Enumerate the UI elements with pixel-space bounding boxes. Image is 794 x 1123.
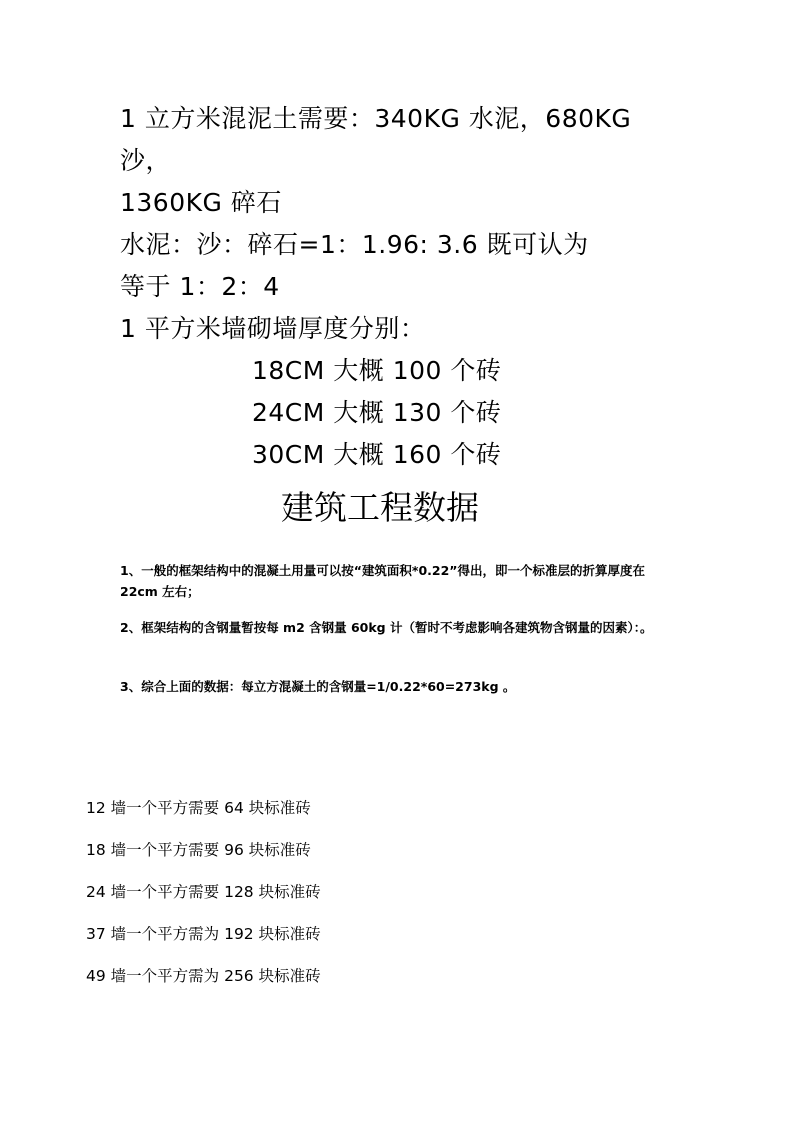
wall-thickness-item: 24CM 大概 130 个砖 (252, 398, 502, 427)
wall-thickness-item: 30CM 大概 160 个砖 (252, 440, 502, 469)
brick-count-item: 49 墙一个平方需为 256 块标准砖 (86, 967, 321, 985)
concrete-line-1: 1 立方米混泥土需要：340KG 水泥，680KG (120, 104, 632, 133)
brick-count-item: 37 墙一个平方需为 192 块标准砖 (86, 925, 321, 943)
ratio-line-2: 等于 1：2：4 (120, 272, 280, 301)
section-heading: 建筑工程数据 (281, 488, 479, 527)
brick-count-item: 18 墙一个平方需要 96 块标准砖 (86, 841, 311, 859)
wall-thickness-item: 18CM 大概 100 个砖 (252, 356, 502, 385)
note-item: 2、框架结构的含钢量暂按每 m2 含钢量 60kg 计（暂时不考虑影响各建筑物含钢量的因素）：。 (120, 620, 653, 635)
brick-count-item: 12 墙一个平方需要 64 块标准砖 (86, 799, 311, 817)
ratio-line-1: 水泥：沙：碎石=1：1.96: 3.6 既可认为 (120, 230, 589, 259)
concrete-line-3: 1360KG 碎石 (120, 188, 282, 217)
note-item: 3、综合上面的数据：每立方混凝土的含钢量=1/0.22*60=273kg 。 (120, 679, 516, 694)
concrete-line-2: 沙， (120, 146, 172, 175)
note-item: 1、一般的框架结构中的混凝土用量可以按“建筑面积*0.22”得出，即一个标准层的折算厚度在 22cm 左右； (120, 563, 646, 599)
brick-count-item: 24 墙一个平方需要 128 块标准砖 (86, 883, 321, 901)
wall-thickness-title: 1 平方米墙砌墙厚度分别： (120, 314, 426, 343)
